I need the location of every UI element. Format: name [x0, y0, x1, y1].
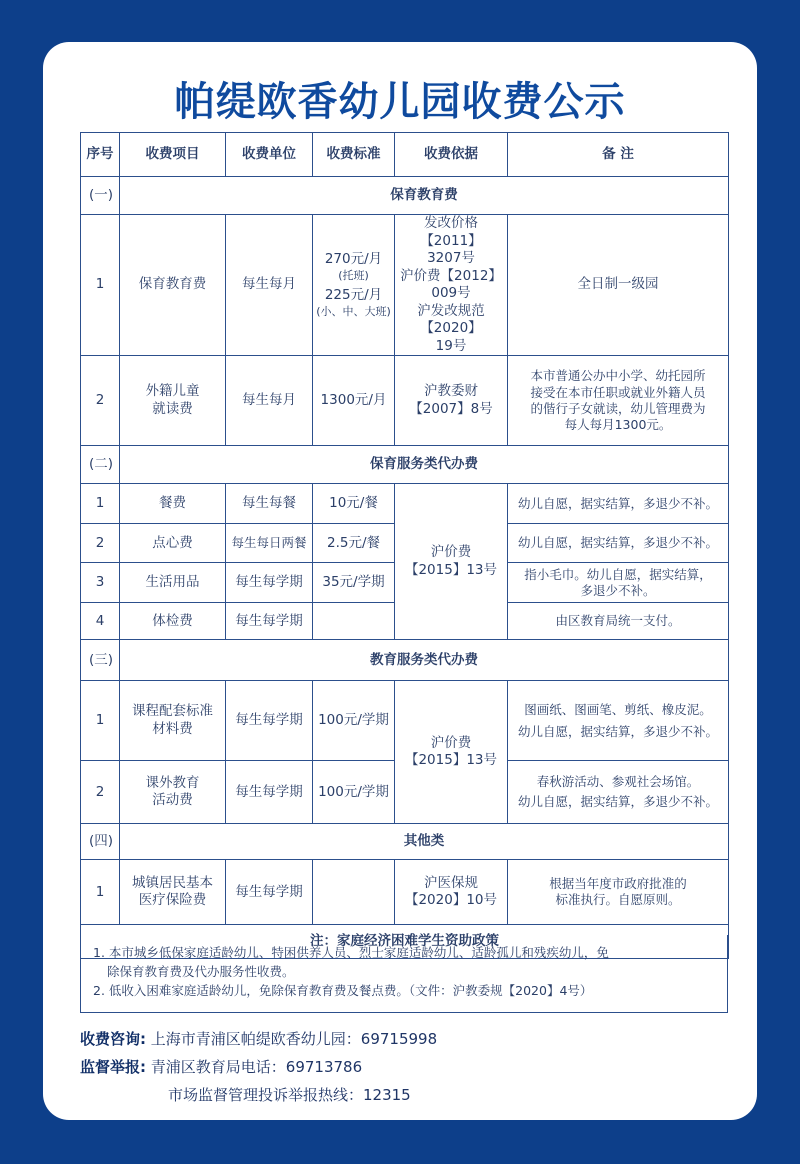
standard-line: (小、中、大班): [316, 304, 391, 318]
row-standard: [313, 860, 395, 925]
standard-line: (托班): [338, 268, 369, 282]
row-remark: 由区教育局统一支付。: [508, 603, 729, 640]
row-item: 体检费: [120, 603, 226, 640]
row-unit: 每生每学期: [226, 603, 313, 640]
standard-line: 270元/月: [324, 251, 383, 268]
row-basis: [395, 356, 508, 446]
row-unit: 每生每学期: [226, 860, 313, 925]
table-row: [81, 484, 729, 524]
row-standard: 100元/学期: [313, 761, 395, 824]
notice-card: [43, 42, 757, 1120]
remark-line: 幼儿自愿，据实结算，多退少不补。: [517, 794, 718, 810]
header-standard: 收费标准: [313, 133, 395, 177]
contact-info: [80, 1025, 740, 1109]
row-item: 点心费: [120, 524, 226, 563]
item-line: 活动费: [152, 792, 193, 809]
basis-line: 3207号: [427, 250, 475, 267]
item-line: 材料费: [152, 720, 193, 737]
basis-line: 沪价费【2012】: [400, 267, 502, 284]
remark-line: 指小毛巾。幼儿自愿，据实结算，: [524, 566, 712, 582]
row-unit: 每生每学期: [226, 563, 313, 603]
basis-line: 【2015】13号: [404, 561, 498, 578]
section-number: (一): [81, 177, 120, 215]
basis-line: 沪教委财: [424, 383, 478, 400]
row-remark: [508, 761, 729, 824]
basis-line: 沪医保规: [424, 874, 478, 891]
remark-line: 春秋游活动、参观社会场馆。: [536, 774, 700, 790]
remark-line: 幼儿自愿，据实结算，多退少不补。: [517, 723, 718, 739]
supervise-value: 青浦区教育局电话：69713786: [150, 1058, 363, 1076]
section-title: 保育服务类代办费: [120, 446, 729, 484]
row-unit: 每生每学期: [226, 681, 313, 761]
row-item: 餐费: [120, 484, 226, 524]
row-index: 1: [81, 860, 120, 925]
policy-item: 1. 本市城乡低保家庭适龄幼儿、特困供养人员、烈士家庭适龄幼儿、适龄孤儿和残疾幼儿，免: [93, 945, 609, 960]
remark-line: 标准执行。自愿原则。: [555, 892, 681, 908]
supervise-line: [80, 1053, 740, 1081]
row-index: 1: [81, 215, 120, 356]
item-line: 城镇居民基本: [132, 874, 213, 891]
item-line: 课外教育: [145, 774, 200, 791]
header-basis: 收费依据: [395, 133, 508, 177]
basis-line: 沪价费: [430, 544, 472, 561]
basis-line: 沪价费: [430, 734, 472, 751]
row-basis: [395, 860, 508, 925]
header-item: 收费项目: [120, 133, 226, 177]
section-title: 其他类: [120, 824, 729, 860]
row-remark: 幼儿自愿，据实结算，多退少不补。: [508, 484, 729, 524]
item-line: 外籍儿童: [145, 383, 200, 400]
row-item: [120, 681, 226, 761]
row-remark: [508, 681, 729, 761]
item-line: 课程配套标准: [132, 703, 213, 720]
fee-table: [80, 132, 729, 959]
basis-line: 沪发改规范【2020】: [417, 302, 485, 337]
table-header-row: [81, 133, 729, 177]
consult-value: 上海市青浦区帕缇欧香幼儿园：69715998: [150, 1030, 438, 1048]
supervise-label: 监督举报:: [80, 1058, 146, 1076]
row-unit: 每生每月: [226, 215, 313, 356]
item-line: 就读费: [152, 400, 193, 417]
header-remark: 备 注: [508, 133, 729, 177]
table-row: [81, 860, 729, 925]
remark-line: 接受在本市任职或就业外籍人员: [530, 384, 706, 400]
row-standard: [313, 215, 395, 356]
row-remark: 幼儿自愿，据实结算，多退少不补。: [508, 524, 729, 563]
header-index: 序号: [81, 133, 120, 177]
section-row: [81, 824, 729, 860]
row-index: 2: [81, 761, 120, 824]
row-unit: 每生每餐: [226, 484, 313, 524]
row-index: 3: [81, 563, 120, 603]
basis-line: 【2015】13号: [404, 752, 498, 769]
row-unit: 每生每日两餐: [226, 524, 313, 563]
basis-line: 009号: [431, 285, 471, 302]
header-unit: 收费单位: [226, 133, 313, 177]
row-index: 4: [81, 603, 120, 640]
row-basis: [395, 484, 508, 640]
section-number: (四): [81, 824, 120, 860]
row-item: [120, 761, 226, 824]
row-item: [120, 356, 226, 446]
row-standard: 100元/学期: [313, 681, 395, 761]
row-unit: 每生每学期: [226, 761, 313, 824]
table-row: [81, 681, 729, 761]
basis-line: 【2007】8号: [409, 400, 493, 417]
row-remark: 全日制一级园: [508, 215, 729, 356]
row-basis: [395, 215, 508, 356]
row-basis: [395, 681, 508, 824]
remark-line: 每人每月1300元。: [564, 417, 672, 433]
row-index: 2: [81, 356, 120, 446]
row-index: 2: [81, 524, 120, 563]
row-unit: 每生每月: [226, 356, 313, 446]
section-number: (三): [81, 640, 120, 681]
table-row: [81, 356, 729, 446]
basis-line: 发改价格【2011】: [420, 215, 482, 249]
row-index: 1: [81, 681, 120, 761]
consult-label: 收费咨询:: [80, 1030, 146, 1048]
table-row: [81, 215, 729, 356]
remark-line: 图画纸、图画笔、剪纸、橡皮泥。: [524, 701, 712, 717]
basis-line: 19号: [435, 337, 467, 354]
row-standard: 2.5元/餐: [313, 524, 395, 563]
row-item: [120, 860, 226, 925]
section-row: [81, 177, 729, 215]
hotline: 市场监督管理投诉举报热线：12315: [168, 1086, 411, 1104]
row-standard: [313, 603, 395, 640]
remark-line: 本市普通公办中小学、幼托园所: [530, 368, 706, 384]
row-index: 1: [81, 484, 120, 524]
standard-line: 225元/月: [324, 287, 383, 304]
section-title: 保育教育费: [120, 177, 729, 215]
row-standard: 35元/学期: [313, 563, 395, 603]
row-standard: 1300元/月: [313, 356, 395, 446]
remark-line: 多退少不补。: [580, 582, 656, 598]
policy-item: 除保育教育费及代办服务性收费。: [107, 964, 295, 979]
row-item: 生活用品: [120, 563, 226, 603]
row-remark: [508, 860, 729, 925]
consult-line: [80, 1025, 740, 1053]
policy-title: 注：家庭经济困难学生资助政策: [81, 925, 729, 959]
section-row: [81, 640, 729, 681]
basis-line: 【2020】10号: [404, 892, 498, 909]
section-row: [81, 446, 729, 484]
policy-item: 2. 低收入困难家庭适龄幼儿，免除保育教育费及餐点费。（文件：沪教委规【2020】4号）: [93, 983, 593, 998]
item-line: 医疗保险费: [138, 892, 207, 909]
section-title: 教育服务类代办费: [120, 640, 729, 681]
row-remark: [508, 356, 729, 446]
row-standard: 10元/餐: [313, 484, 395, 524]
remark-line: 的偕行子女就读，幼儿管理费为: [530, 400, 706, 416]
row-remark: [508, 563, 729, 603]
section-number: (二): [81, 446, 120, 484]
policy-notes: [80, 935, 728, 1013]
remark-line: 根据当年度市政府批准的: [549, 876, 687, 892]
row-item: 保育教育费: [120, 215, 226, 356]
page-title: 帕缇欧香幼儿园收费公示: [174, 79, 626, 125]
